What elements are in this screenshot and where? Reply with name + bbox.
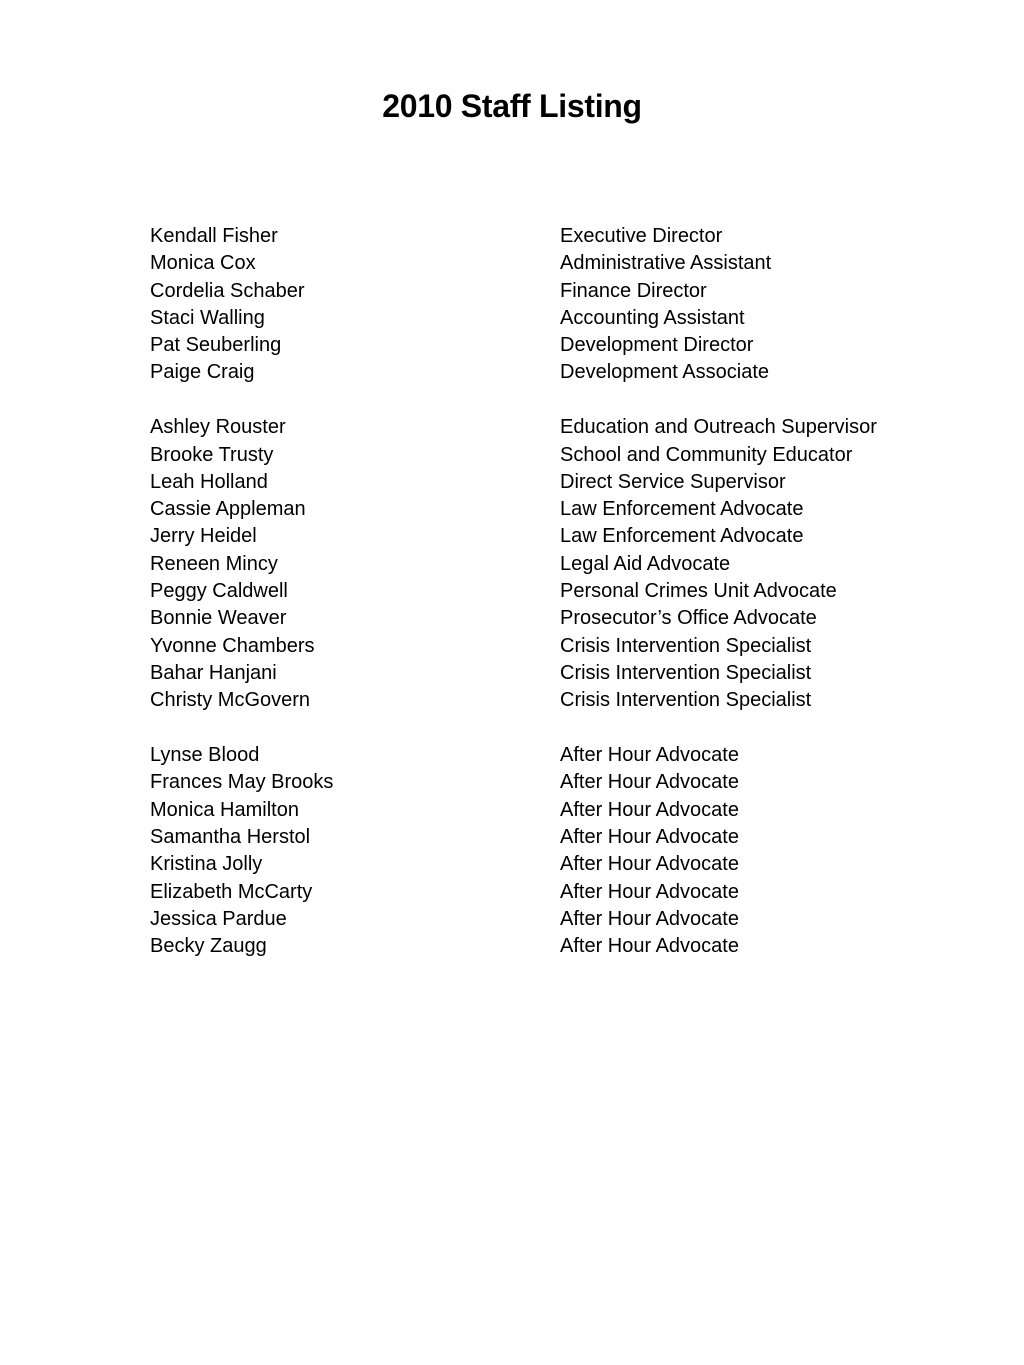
- staff-name: Yvonne Chambers: [150, 634, 315, 657]
- staff-row: [150, 633, 910, 660]
- staff-name: Samantha Herstol: [150, 825, 311, 848]
- staff-row: [150, 414, 910, 441]
- staff-row: [150, 523, 910, 550]
- staff-role: After Hour Advocate: [560, 880, 739, 903]
- staff-name: Monica Cox: [150, 252, 256, 275]
- staff-row: [150, 879, 910, 906]
- staff-name: Bonnie Weaver: [150, 607, 287, 630]
- staff-name: Monica Hamilton: [150, 798, 299, 821]
- staff-name: Staci Walling: [150, 306, 265, 329]
- staff-name: Lynse Blood: [150, 744, 260, 767]
- staff-name: Leah Holland: [150, 470, 268, 493]
- staff-row: [150, 824, 910, 851]
- staff-name: Elizabeth McCarty: [150, 880, 313, 903]
- staff-row: [150, 442, 910, 469]
- staff-role: Executive Director: [560, 225, 723, 247]
- staff-name: Cordelia Schaber: [150, 279, 305, 302]
- staff-role: Education and Outreach Supervisor: [560, 416, 877, 439]
- staff-row: [150, 305, 910, 332]
- staff-role: Legal Aid Advocate: [560, 552, 731, 575]
- staff-role: Crisis Intervention Specialist: [560, 661, 812, 684]
- staff-role: Crisis Intervention Specialist: [560, 634, 812, 657]
- staff-row: [150, 496, 910, 523]
- staff-name: Frances May Brooks: [150, 771, 334, 794]
- staff-role: School and Community Educator: [560, 443, 853, 466]
- staff-name: Paige Craig: [150, 361, 255, 384]
- staff-row: [150, 851, 910, 878]
- page-title: 2010 Staff Listing: [382, 88, 642, 124]
- staff-listing: [150, 223, 910, 988]
- staff-row: [150, 250, 910, 277]
- staff-row: [150, 605, 910, 632]
- staff-role: Accounting Assistant: [560, 306, 745, 329]
- staff-role: After Hour Advocate: [560, 907, 739, 930]
- staff-role: After Hour Advocate: [560, 771, 739, 794]
- staff-group: [150, 742, 910, 960]
- staff-row: [150, 769, 910, 796]
- staff-role: After Hour Advocate: [560, 825, 739, 848]
- staff-name: Peggy Caldwell: [150, 580, 288, 603]
- staff-role: Administrative Assistant: [560, 252, 772, 275]
- staff-row: [150, 933, 910, 960]
- staff-row: [150, 551, 910, 578]
- staff-name: Brooke Trusty: [150, 443, 274, 466]
- staff-name: Jessica Pardue: [150, 907, 287, 930]
- staff-name: Christy McGovern: [150, 689, 311, 712]
- staff-role: Development Associate: [560, 361, 770, 384]
- staff-row: [150, 278, 910, 305]
- staff-role: After Hour Advocate: [560, 744, 739, 767]
- staff-row: [150, 742, 910, 769]
- staff-name: Pat Seuberling: [150, 334, 282, 357]
- staff-name: Kendall Fisher: [150, 225, 278, 247]
- staff-role: After Hour Advocate: [560, 853, 739, 876]
- staff-row: [150, 578, 910, 605]
- staff-name: Becky Zaugg: [150, 935, 267, 958]
- staff-role: After Hour Advocate: [560, 935, 739, 958]
- staff-name: Kristina Jolly: [150, 853, 263, 876]
- staff-row: [150, 223, 910, 250]
- staff-name: Reneen Mincy: [150, 552, 278, 575]
- staff-role: Finance Director: [560, 279, 707, 302]
- staff-name: Ashley Rouster: [150, 416, 286, 439]
- staff-row: [150, 797, 910, 824]
- staff-row: [150, 332, 910, 359]
- staff-group: [150, 414, 910, 714]
- staff-row: [150, 687, 910, 714]
- staff-role: Law Enforcement Advocate: [560, 498, 804, 521]
- staff-role: Direct Service Supervisor: [560, 470, 786, 493]
- staff-role: Law Enforcement Advocate: [560, 525, 804, 548]
- staff-role: Prosecutor’s Office Advocate: [560, 607, 817, 630]
- staff-row: [150, 660, 910, 687]
- staff-role: After Hour Advocate: [560, 798, 739, 821]
- staff-group: [150, 223, 910, 387]
- staff-role: Crisis Intervention Specialist: [560, 689, 812, 712]
- staff-row: [150, 359, 910, 386]
- staff-name: Jerry Heidel: [150, 525, 257, 548]
- staff-row: [150, 906, 910, 933]
- staff-role: Development Director: [560, 334, 754, 357]
- staff-role: Personal Crimes Unit Advocate: [560, 580, 837, 603]
- staff-row: [150, 469, 910, 496]
- staff-name: Bahar Hanjani: [150, 661, 277, 684]
- staff-name: Cassie Appleman: [150, 498, 306, 521]
